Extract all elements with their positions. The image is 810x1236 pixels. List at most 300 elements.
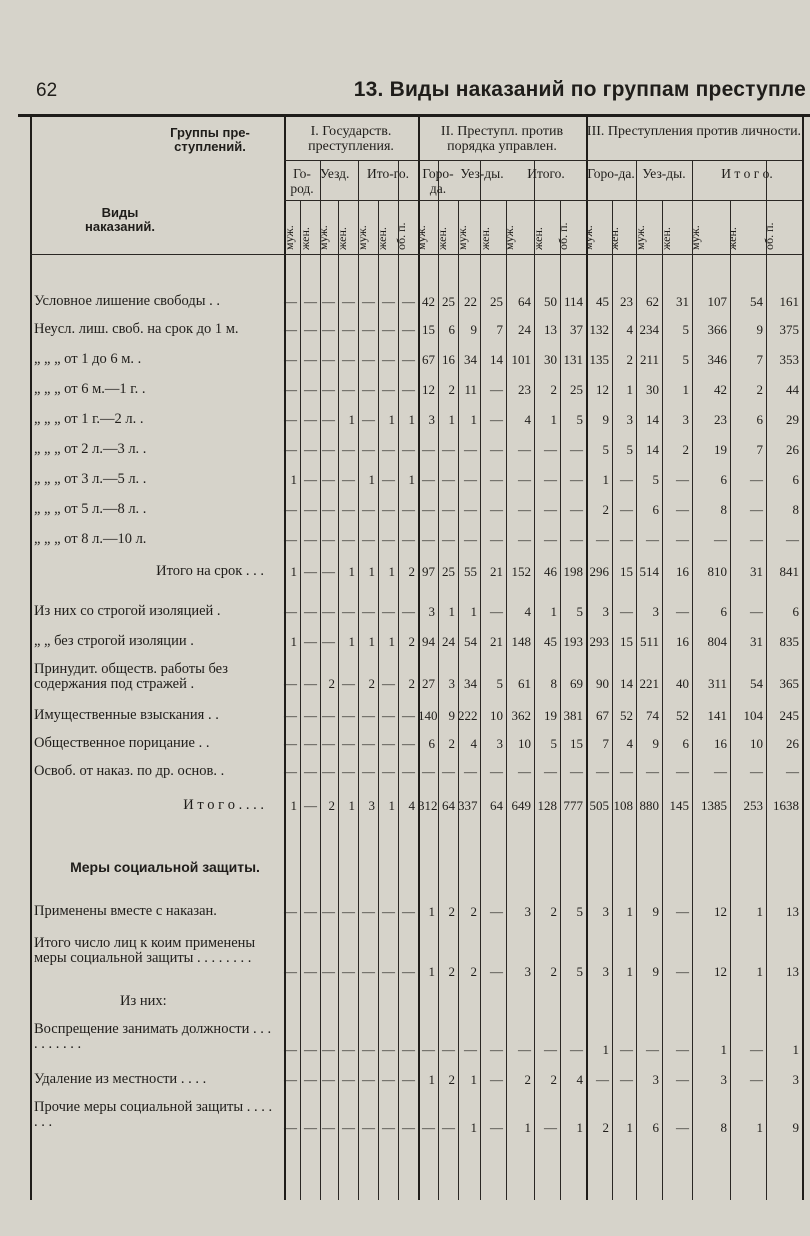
table-cell: —	[518, 764, 531, 779]
table-cell: 880	[639, 798, 659, 813]
table-cell: 140	[418, 708, 438, 723]
header-rule	[30, 254, 802, 255]
table-cell: —	[284, 322, 297, 337]
table-cell: 1	[602, 1042, 609, 1057]
table-cell: 1	[290, 634, 297, 649]
table-cell: 3	[720, 1072, 727, 1087]
table-cell: —	[382, 532, 395, 547]
table-cell: —	[596, 1072, 609, 1087]
table-cell: —	[570, 764, 583, 779]
table-cell: —	[322, 964, 335, 979]
table-cell: —	[676, 1072, 689, 1087]
table-cell: —	[382, 904, 395, 919]
table-cell: —	[362, 708, 375, 723]
subgroup-header: Горо-да.	[587, 166, 635, 181]
table-cell: 5	[550, 736, 557, 751]
sex-column-header: жен.	[478, 227, 492, 250]
row-label: Применены вместе с наказан.	[34, 903, 217, 919]
table-cell: 2	[550, 382, 557, 397]
table-cell: 193	[563, 634, 583, 649]
table-cell: —	[620, 604, 633, 619]
table-cell: —	[714, 764, 727, 779]
table-cell: —	[382, 764, 395, 779]
table-cell: 4	[524, 604, 531, 619]
table-cell: 16	[676, 634, 689, 649]
top-rule	[18, 114, 810, 117]
table-cell: —	[490, 412, 503, 427]
table-cell: 52	[676, 708, 689, 723]
table-cell: 2	[448, 904, 455, 919]
sex-column-header: жен.	[607, 227, 621, 250]
table-cell: 7	[496, 322, 503, 337]
table-cell: —	[322, 1072, 335, 1087]
table-cell: 4	[576, 1072, 583, 1087]
group-header: II. Преступл. против порядка управлен.	[440, 124, 564, 154]
table-cell: —	[284, 442, 297, 457]
table-cell: 54	[464, 634, 477, 649]
table-cell: 1	[470, 1072, 477, 1087]
table-cell: —	[402, 736, 415, 751]
table-cell: 777	[563, 798, 583, 813]
corner-top-label: Группы пре-ступлений.	[170, 125, 250, 154]
table-cell: —	[342, 736, 355, 751]
table-cell: —	[570, 442, 583, 457]
table-cell: 1	[756, 964, 763, 979]
sex-column-header: жен.	[298, 227, 312, 250]
table-cell: —	[518, 442, 531, 457]
header-rule	[284, 200, 802, 201]
table-cell: —	[362, 502, 375, 517]
table-cell: 9	[652, 736, 659, 751]
table-cell: 9	[756, 322, 763, 337]
table-cell: 152	[511, 564, 531, 579]
table-cell: —	[422, 532, 435, 547]
table-cell: 3	[602, 904, 609, 919]
table-cell: 5	[576, 904, 583, 919]
table-cell: 45	[544, 634, 557, 649]
sex-column-header: муж.	[414, 225, 428, 250]
table-cell: —	[544, 764, 557, 779]
table-cell: —	[322, 1042, 335, 1057]
row-label: Воспрещение занимать должности . . . . . . . . . .	[34, 1021, 272, 1052]
table-cell: —	[342, 502, 355, 517]
table-cell: 9	[792, 1120, 799, 1135]
table-cell: —	[620, 532, 633, 547]
table-cell: —	[342, 352, 355, 367]
table-cell: 5	[576, 964, 583, 979]
table-cell: —	[322, 532, 335, 547]
table-cell: 353	[779, 352, 799, 367]
table-cell: 1	[368, 564, 375, 579]
table-cell: 1	[626, 1120, 633, 1135]
sex-column-header: муж.	[355, 225, 369, 250]
subgroup-header: Итого.	[527, 166, 565, 181]
table-cell: —	[284, 604, 297, 619]
table-cell: —	[518, 532, 531, 547]
table-cell: —	[402, 532, 415, 547]
table-cell: 6	[720, 604, 727, 619]
table-cell: 145	[669, 798, 689, 813]
table-cell: 5	[576, 412, 583, 427]
row-label: Прочие меры социальной защиты . . . . . . .	[34, 1099, 273, 1130]
table-cell: 14	[620, 676, 633, 691]
table-cell: —	[402, 604, 415, 619]
table-cell: —	[362, 352, 375, 367]
table-cell: 2	[408, 676, 415, 691]
table-cell: 6	[756, 412, 763, 427]
sex-column-header: муж.	[581, 225, 595, 250]
table-cell: 26	[786, 442, 799, 457]
table-cell: 128	[537, 798, 557, 813]
table-cell: —	[284, 412, 297, 427]
table-cell: —	[676, 502, 689, 517]
table-cell: 2	[470, 904, 477, 919]
table-cell: 141	[707, 708, 727, 723]
table-cell: 23	[620, 294, 633, 309]
table-cell: 69	[570, 676, 583, 691]
table-cell: 40	[676, 676, 689, 691]
table-cell: 311	[707, 676, 727, 691]
table-cell: —	[382, 964, 395, 979]
table-cell: 1	[408, 472, 415, 487]
table-cell: 13	[544, 322, 557, 337]
table-cell: 6	[682, 736, 689, 751]
table-cell: —	[544, 502, 557, 517]
group-header: I. Государств. преступления.	[308, 124, 394, 154]
table-cell: 1	[720, 1042, 727, 1057]
table-cell: 97	[422, 564, 435, 579]
table-cell: —	[620, 472, 633, 487]
table-cell: 1	[428, 904, 435, 919]
table-cell: 1	[290, 564, 297, 579]
row-label: „ „ „ от 2 л.—3 л. .	[34, 441, 147, 457]
table-cell: —	[362, 294, 375, 309]
table-cell: 365	[779, 676, 799, 691]
table-cell: 29	[786, 412, 799, 427]
table-cell: —	[442, 502, 455, 517]
table-cell: 4	[524, 412, 531, 427]
table-cell: 27	[422, 676, 435, 691]
table-cell: —	[676, 472, 689, 487]
subgroup-header: Уез-ды.	[460, 166, 504, 181]
table-cell: —	[322, 472, 335, 487]
table-cell: —	[750, 604, 763, 619]
table-cell: —	[402, 382, 415, 397]
table-cell: 514	[639, 564, 659, 579]
column-rule	[802, 116, 804, 1200]
table-cell: —	[570, 532, 583, 547]
table-cell: —	[362, 1072, 375, 1087]
table-cell: 1	[524, 1120, 531, 1135]
table-cell: —	[322, 708, 335, 723]
table-cell: —	[304, 764, 317, 779]
sex-column-header: жен.	[659, 227, 673, 250]
table-cell: 1	[428, 964, 435, 979]
table-cell: 10	[490, 708, 503, 723]
table-cell: —	[464, 764, 477, 779]
table-cell: 16	[714, 736, 727, 751]
table-cell: —	[284, 502, 297, 517]
section-title: Меры социальной защиты.	[70, 859, 260, 875]
table-cell: —	[382, 736, 395, 751]
table-cell: 2	[550, 964, 557, 979]
sex-column-header: об. п.	[394, 222, 408, 250]
row-label: Освоб. от наказ. по др. основ. .	[34, 763, 225, 779]
table-cell: —	[284, 532, 297, 547]
table-cell: 6	[792, 604, 799, 619]
table-cell: —	[786, 532, 799, 547]
table-cell: 4	[470, 736, 477, 751]
table-cell: 1	[368, 634, 375, 649]
table-cell: —	[342, 764, 355, 779]
table-cell: —	[284, 964, 297, 979]
table-cell: 14	[646, 442, 659, 457]
table-cell: 1	[290, 472, 297, 487]
table-cell: —	[544, 1042, 557, 1057]
table-cell: —	[620, 1072, 633, 1087]
table-cell: —	[362, 964, 375, 979]
table-cell: 61	[518, 676, 531, 691]
subgroup-header: И т о г о.	[721, 166, 773, 181]
table-cell: 42	[714, 382, 727, 397]
table-cell: —	[304, 676, 317, 691]
table-cell: —	[304, 322, 317, 337]
table-cell: —	[382, 604, 395, 619]
table-cell: 94	[422, 634, 435, 649]
table-cell: 3	[524, 904, 531, 919]
table-cell: —	[362, 412, 375, 427]
table-cell: 2	[602, 1120, 609, 1135]
row-label: „ „ „ от 1 г.—2 л. .	[34, 411, 144, 427]
table-cell: 12	[714, 964, 727, 979]
table-cell: 366	[707, 322, 727, 337]
table-cell: —	[620, 1042, 633, 1057]
table-cell: 1	[602, 472, 609, 487]
row-label: „ „ „ от 6 м.—1 г. .	[34, 381, 146, 397]
table-cell: 3	[652, 604, 659, 619]
table-cell: 7	[756, 352, 763, 367]
table-cell: 3	[652, 1072, 659, 1087]
table-cell: 5	[682, 352, 689, 367]
table-cell: 3	[682, 412, 689, 427]
table-cell: —	[402, 904, 415, 919]
table-cell: 62	[646, 294, 659, 309]
table-cell: 1	[470, 604, 477, 619]
table-cell: 31	[750, 564, 763, 579]
table-cell: 3	[602, 604, 609, 619]
table-cell: 12	[422, 382, 435, 397]
table-cell: —	[284, 382, 297, 397]
table-cell: —	[362, 442, 375, 457]
table-cell: 15	[620, 634, 633, 649]
table-cell: —	[342, 294, 355, 309]
table-cell: —	[322, 442, 335, 457]
table-cell: 25	[442, 564, 455, 579]
table-cell: —	[342, 472, 355, 487]
sex-column-header: жен.	[335, 227, 349, 250]
table-cell: —	[342, 676, 355, 691]
table-cell: —	[322, 904, 335, 919]
table-cell: 222	[458, 708, 478, 723]
table-cell: —	[304, 904, 317, 919]
table-cell: —	[362, 604, 375, 619]
table-cell: 5	[576, 604, 583, 619]
table-cell: —	[322, 564, 335, 579]
table-cell: —	[490, 382, 503, 397]
table-cell: 11	[464, 382, 477, 397]
table-cell: 114	[563, 294, 583, 309]
table-cell: —	[362, 1042, 375, 1057]
table-cell: 505	[589, 798, 609, 813]
table-cell: 5	[682, 322, 689, 337]
table-cell: —	[362, 736, 375, 751]
table-cell: 6	[792, 472, 799, 487]
table-cell: 24	[442, 634, 455, 649]
table-cell: —	[284, 736, 297, 751]
row-label: „ „ „ от 5 л.—8 л. .	[34, 501, 147, 517]
table-cell: —	[304, 412, 317, 427]
table-cell: —	[402, 352, 415, 367]
table-cell: 841	[779, 564, 799, 579]
table-cell: —	[422, 442, 435, 457]
table-cell: 135	[589, 352, 609, 367]
table-cell: 1	[428, 1072, 435, 1087]
table-cell: 23	[518, 382, 531, 397]
table-cell: 30	[544, 352, 557, 367]
table-cell: —	[304, 472, 317, 487]
table-cell: —	[620, 502, 633, 517]
table-cell: 31	[750, 634, 763, 649]
table-cell: —	[646, 1042, 659, 1057]
table-cell: 14	[646, 412, 659, 427]
table-cell: 2	[550, 1072, 557, 1087]
table-cell: 5	[652, 472, 659, 487]
page-number: 62	[36, 80, 58, 101]
table-cell: 1	[448, 412, 455, 427]
table-cell: —	[304, 564, 317, 579]
table-cell: —	[518, 502, 531, 517]
table-cell: 44	[786, 382, 799, 397]
table-cell: —	[676, 532, 689, 547]
table-cell: 2	[682, 442, 689, 457]
table-cell: 198	[563, 564, 583, 579]
table-cell: 211	[639, 352, 659, 367]
table-cell: —	[464, 1042, 477, 1057]
table-cell: —	[464, 502, 477, 517]
table-cell: —	[284, 352, 297, 367]
table-cell: —	[620, 764, 633, 779]
table-cell: —	[322, 736, 335, 751]
table-cell: —	[322, 412, 335, 427]
column-rule	[586, 116, 588, 1200]
table-cell: —	[362, 764, 375, 779]
table-cell: —	[490, 1042, 503, 1057]
table-cell: —	[362, 532, 375, 547]
table-cell: 245	[779, 708, 799, 723]
table-cell: —	[422, 1120, 435, 1135]
table-cell: —	[422, 1042, 435, 1057]
table-cell: 25	[490, 294, 503, 309]
table-cell: 1638	[773, 798, 799, 813]
table-cell: —	[304, 1120, 317, 1135]
table-cell: 6	[428, 736, 435, 751]
table-cell: 337	[458, 798, 478, 813]
table-cell: —	[304, 634, 317, 649]
table-cell: 54	[750, 294, 763, 309]
table-cell: —	[490, 604, 503, 619]
table-cell: —	[342, 604, 355, 619]
table-cell: —	[382, 676, 395, 691]
table-cell: —	[570, 472, 583, 487]
table-cell: —	[544, 472, 557, 487]
table-cell: 67	[422, 352, 435, 367]
row-label: Удаление из местности . . . .	[34, 1071, 207, 1087]
table-cell: —	[342, 1042, 355, 1057]
row-label: Итого на срок . . .	[156, 563, 264, 579]
table-cell: —	[304, 1042, 317, 1057]
row-label: „ „ без строгой изоляции .	[34, 633, 194, 649]
table-cell: —	[464, 532, 477, 547]
table-cell: 31	[676, 294, 689, 309]
table-cell: —	[342, 532, 355, 547]
table-cell: —	[570, 1042, 583, 1057]
group-header: III. Преступления против личности.	[586, 124, 802, 139]
table-cell: 101	[511, 352, 531, 367]
table-cell: —	[402, 442, 415, 457]
table-cell: —	[402, 964, 415, 979]
table-cell: —	[676, 1042, 689, 1057]
table-cell: 234	[639, 322, 659, 337]
table-cell: —	[676, 964, 689, 979]
table-cell: —	[382, 502, 395, 517]
table-cell: —	[382, 442, 395, 457]
table-cell: 1	[470, 1120, 477, 1135]
table-cell: —	[422, 472, 435, 487]
table-cell: 9	[652, 904, 659, 919]
table-cell: —	[382, 382, 395, 397]
table-cell: —	[442, 472, 455, 487]
table-cell: —	[750, 764, 763, 779]
table-cell: 22	[464, 294, 477, 309]
table-cell: —	[342, 1120, 355, 1135]
table-cell: —	[596, 532, 609, 547]
table-cell: 108	[613, 798, 633, 813]
sex-column-header: жен.	[375, 227, 389, 250]
table-cell: —	[304, 352, 317, 367]
table-cell: —	[490, 1072, 503, 1087]
table-cell: —	[518, 472, 531, 487]
table-cell: 3	[602, 964, 609, 979]
table-cell: —	[322, 1120, 335, 1135]
table-cell: 9	[470, 322, 477, 337]
table-cell: 7	[756, 442, 763, 457]
table-cell: —	[442, 1042, 455, 1057]
table-cell: 1	[626, 964, 633, 979]
table-cell: 132	[589, 322, 609, 337]
table-cell: 64	[442, 798, 455, 813]
table-cell: —	[322, 604, 335, 619]
table-cell: 12	[714, 904, 727, 919]
table-cell: —	[402, 1072, 415, 1087]
table-cell: —	[342, 442, 355, 457]
table-cell: 104	[743, 708, 763, 723]
table-cell: —	[284, 294, 297, 309]
table-cell: 1	[448, 604, 455, 619]
table-cell: 381	[563, 708, 583, 723]
column-rule	[284, 116, 286, 1200]
sex-column-header: об. п.	[762, 222, 776, 250]
table-cell: —	[322, 352, 335, 367]
